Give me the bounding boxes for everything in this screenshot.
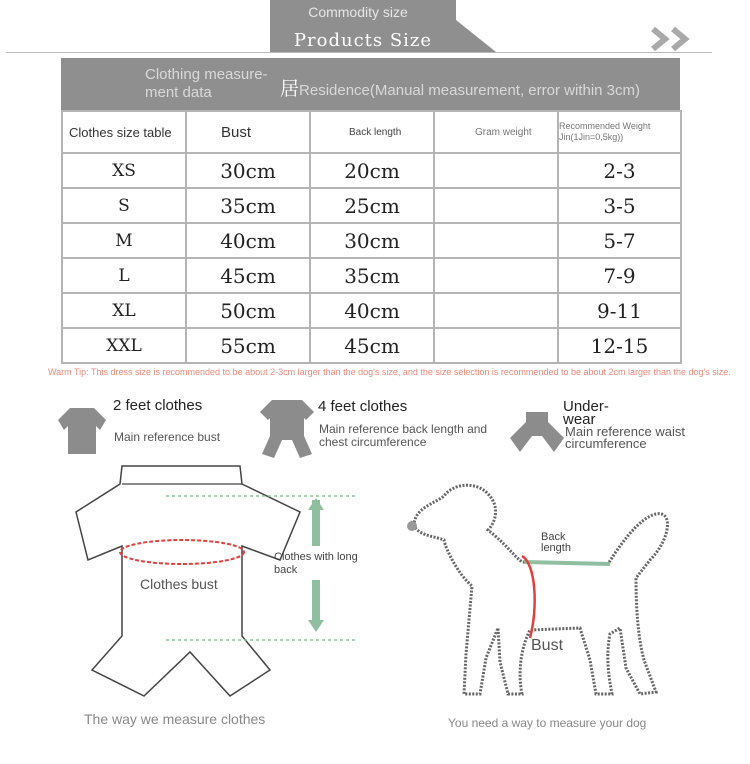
icon-desc-two-feet: Main reference bust <box>114 430 221 444</box>
dog-bust-label: Bust <box>531 637 564 654</box>
banner-right: (Manual measurement, error within 3cm) <box>369 82 640 99</box>
cell-back: 45cm <box>310 328 434 363</box>
icon-title-two-feet: 2 feet clothes <box>113 397 203 414</box>
header-title: Products Size <box>293 30 433 51</box>
cell-gram <box>434 223 558 258</box>
cell-weight: 7-9 <box>558 258 681 293</box>
table-header-row <box>62 111 681 153</box>
four-feet-clothes-icon <box>258 396 316 460</box>
cell-size: M <box>62 223 186 258</box>
table-row <box>62 188 681 223</box>
cell-back: 30cm <box>310 223 434 258</box>
cell-weight: 2-3 <box>558 153 681 188</box>
table-row <box>62 223 681 258</box>
cell-weight: 12-15 <box>558 328 681 363</box>
clothes-length-label: Clothes with long back <box>274 551 358 576</box>
warm-tip: Warm Tip: This dress size is recommended to be about 2-3cm larger than the dog's size, and the size selection is recommended to be about 2cm larger than the dog's size. <box>48 367 731 377</box>
cell-size: XS <box>62 153 186 188</box>
cell-gram <box>434 188 558 223</box>
two-feet-clothes-icon <box>56 404 108 456</box>
col-header-back: Back length <box>310 111 434 153</box>
table-row <box>62 293 681 328</box>
cell-back: 35cm <box>310 258 434 293</box>
table-row <box>62 328 681 363</box>
double-chevron-right-icon <box>650 26 696 52</box>
col-header-weight: Recommended Weight Jin(1Jin=0,5kg)) <box>558 111 681 153</box>
col-header-gram: Gram weight <box>434 111 558 153</box>
cell-gram <box>434 328 558 363</box>
header-tab-wedge <box>456 20 496 52</box>
cell-bust: 45cm <box>186 258 310 293</box>
dog-back-label: Back length <box>541 531 571 554</box>
cell-bust: 35cm <box>186 188 310 223</box>
clothes-caption: The way we measure clothes <box>84 711 266 727</box>
banner-note <box>280 74 640 101</box>
cell-size: L <box>62 258 186 293</box>
cell-weight: 5-7 <box>558 223 681 258</box>
cell-weight: 9-11 <box>558 293 681 328</box>
table-row <box>62 153 681 188</box>
cell-back: 20cm <box>310 153 434 188</box>
banner-char: 居 <box>280 79 300 100</box>
table-row <box>62 258 681 293</box>
dog-caption: You need a way to measure your dog <box>448 716 647 730</box>
underwear-icon <box>508 410 566 454</box>
cell-weight: 3-5 <box>558 188 681 223</box>
col-header-size: Clothes size table <box>62 111 186 153</box>
col-header-bust: Bust <box>186 111 310 153</box>
cell-gram <box>434 293 558 328</box>
clothes-measure-diagram <box>70 460 370 700</box>
cell-bust: 55cm <box>186 328 310 363</box>
banner-overlap: Residence <box>299 82 370 99</box>
icon-desc-four-feet: Main reference back length and chest circumference <box>319 422 488 449</box>
banner-label: Clothing measure-ment data <box>145 66 268 101</box>
cell-gram <box>434 153 558 188</box>
icon-title-four-feet: 4 feet clothes <box>318 398 408 415</box>
cell-back: 25cm <box>310 188 434 223</box>
icon-desc-underwear: Main reference waist circumference <box>565 424 685 451</box>
clothes-bust-label: Clothes bust <box>140 576 218 592</box>
cell-bust: 50cm <box>186 293 310 328</box>
cell-bust: 40cm <box>186 223 310 258</box>
cell-gram <box>434 258 558 293</box>
size-table <box>61 110 682 364</box>
icon-title-underwear: Under-wear <box>563 398 609 428</box>
cell-size: XL <box>62 293 186 328</box>
header-subtitle: Commodity size <box>308 4 408 20</box>
header-rule <box>6 52 712 53</box>
dog-measure-diagram <box>400 478 680 704</box>
cell-back: 40cm <box>310 293 434 328</box>
cell-bust: 30cm <box>186 153 310 188</box>
cell-size: XXL <box>62 328 186 363</box>
cell-size: S <box>62 188 186 223</box>
